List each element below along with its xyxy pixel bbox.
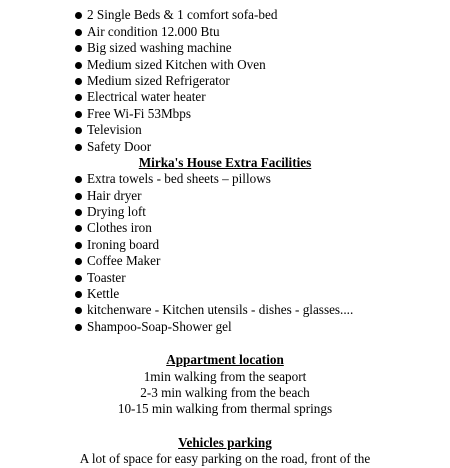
location-title: Appartment location — [166, 352, 284, 368]
section-spacer — [0, 335, 450, 352]
parking-line: A lot of space for easy parking on the road, front of the — [79, 451, 371, 467]
list-item: kitchenware - Kitchen utensils - dishes - glasses.... — [75, 302, 450, 318]
list-item: Big sized washing machine — [75, 40, 450, 56]
list-item: Kettle — [75, 286, 450, 302]
list-item: Television — [75, 122, 450, 138]
bullet-icon — [75, 193, 82, 200]
list-item: Toaster — [75, 270, 450, 286]
list-item: Extra towels - bed sheets – pillows — [75, 171, 450, 187]
list-item: Medium sized Refrigerator — [75, 73, 450, 89]
list-item: Hair dryer — [75, 188, 450, 204]
list-item: 2 Single Beds & 1 comfort sofa-bed — [75, 7, 450, 23]
bullet-icon — [75, 275, 82, 282]
list-item: Drying loft — [75, 204, 450, 220]
bullet-icon — [75, 209, 82, 216]
location-line: 2-3 min walking from the beach — [140, 384, 310, 400]
cut-off-heading — [0, 0, 450, 7]
bullet-icon — [75, 258, 82, 265]
list-item: Shampoo-Soap-Shower gel — [75, 319, 450, 335]
extra-facilities-list — [0, 171, 450, 335]
bullet-icon — [75, 225, 82, 232]
bullet-icon — [75, 29, 82, 36]
list-item: Ironing board — [75, 237, 450, 253]
basic-facilities-list — [0, 7, 450, 155]
parking-title: Vehicles parking — [178, 434, 272, 450]
list-item: Safety Door — [75, 139, 450, 155]
bullet-icon — [75, 291, 82, 298]
location-line: 1min walking from the seaport — [143, 368, 307, 384]
list-item: Free Wi-Fi 53Mbps — [75, 106, 450, 122]
extra-facilities-title: Mirka's House Extra Facilities — [138, 154, 312, 170]
section-spacer — [0, 418, 450, 435]
bullet-icon — [75, 242, 82, 249]
list-item: Air condition 12.000 Btu — [75, 24, 450, 40]
bullet-icon — [75, 127, 82, 134]
bullet-icon — [75, 45, 82, 52]
list-item: Electrical water heater — [75, 89, 450, 105]
bullet-icon — [75, 12, 82, 19]
list-item: Clothes iron — [75, 220, 450, 236]
bullet-icon — [75, 94, 82, 101]
bullet-icon — [75, 62, 82, 69]
location-line: 10-15 min walking from thermal springs — [117, 401, 333, 417]
list-item: Medium sized Kitchen with Oven — [75, 57, 450, 73]
list-item: Coffee Maker — [75, 253, 450, 269]
bullet-icon — [75, 78, 82, 85]
bullet-icon — [75, 324, 82, 331]
bullet-icon — [75, 307, 82, 314]
bullet-icon — [75, 144, 82, 151]
bullet-icon — [75, 176, 82, 183]
bullet-icon — [75, 111, 82, 118]
